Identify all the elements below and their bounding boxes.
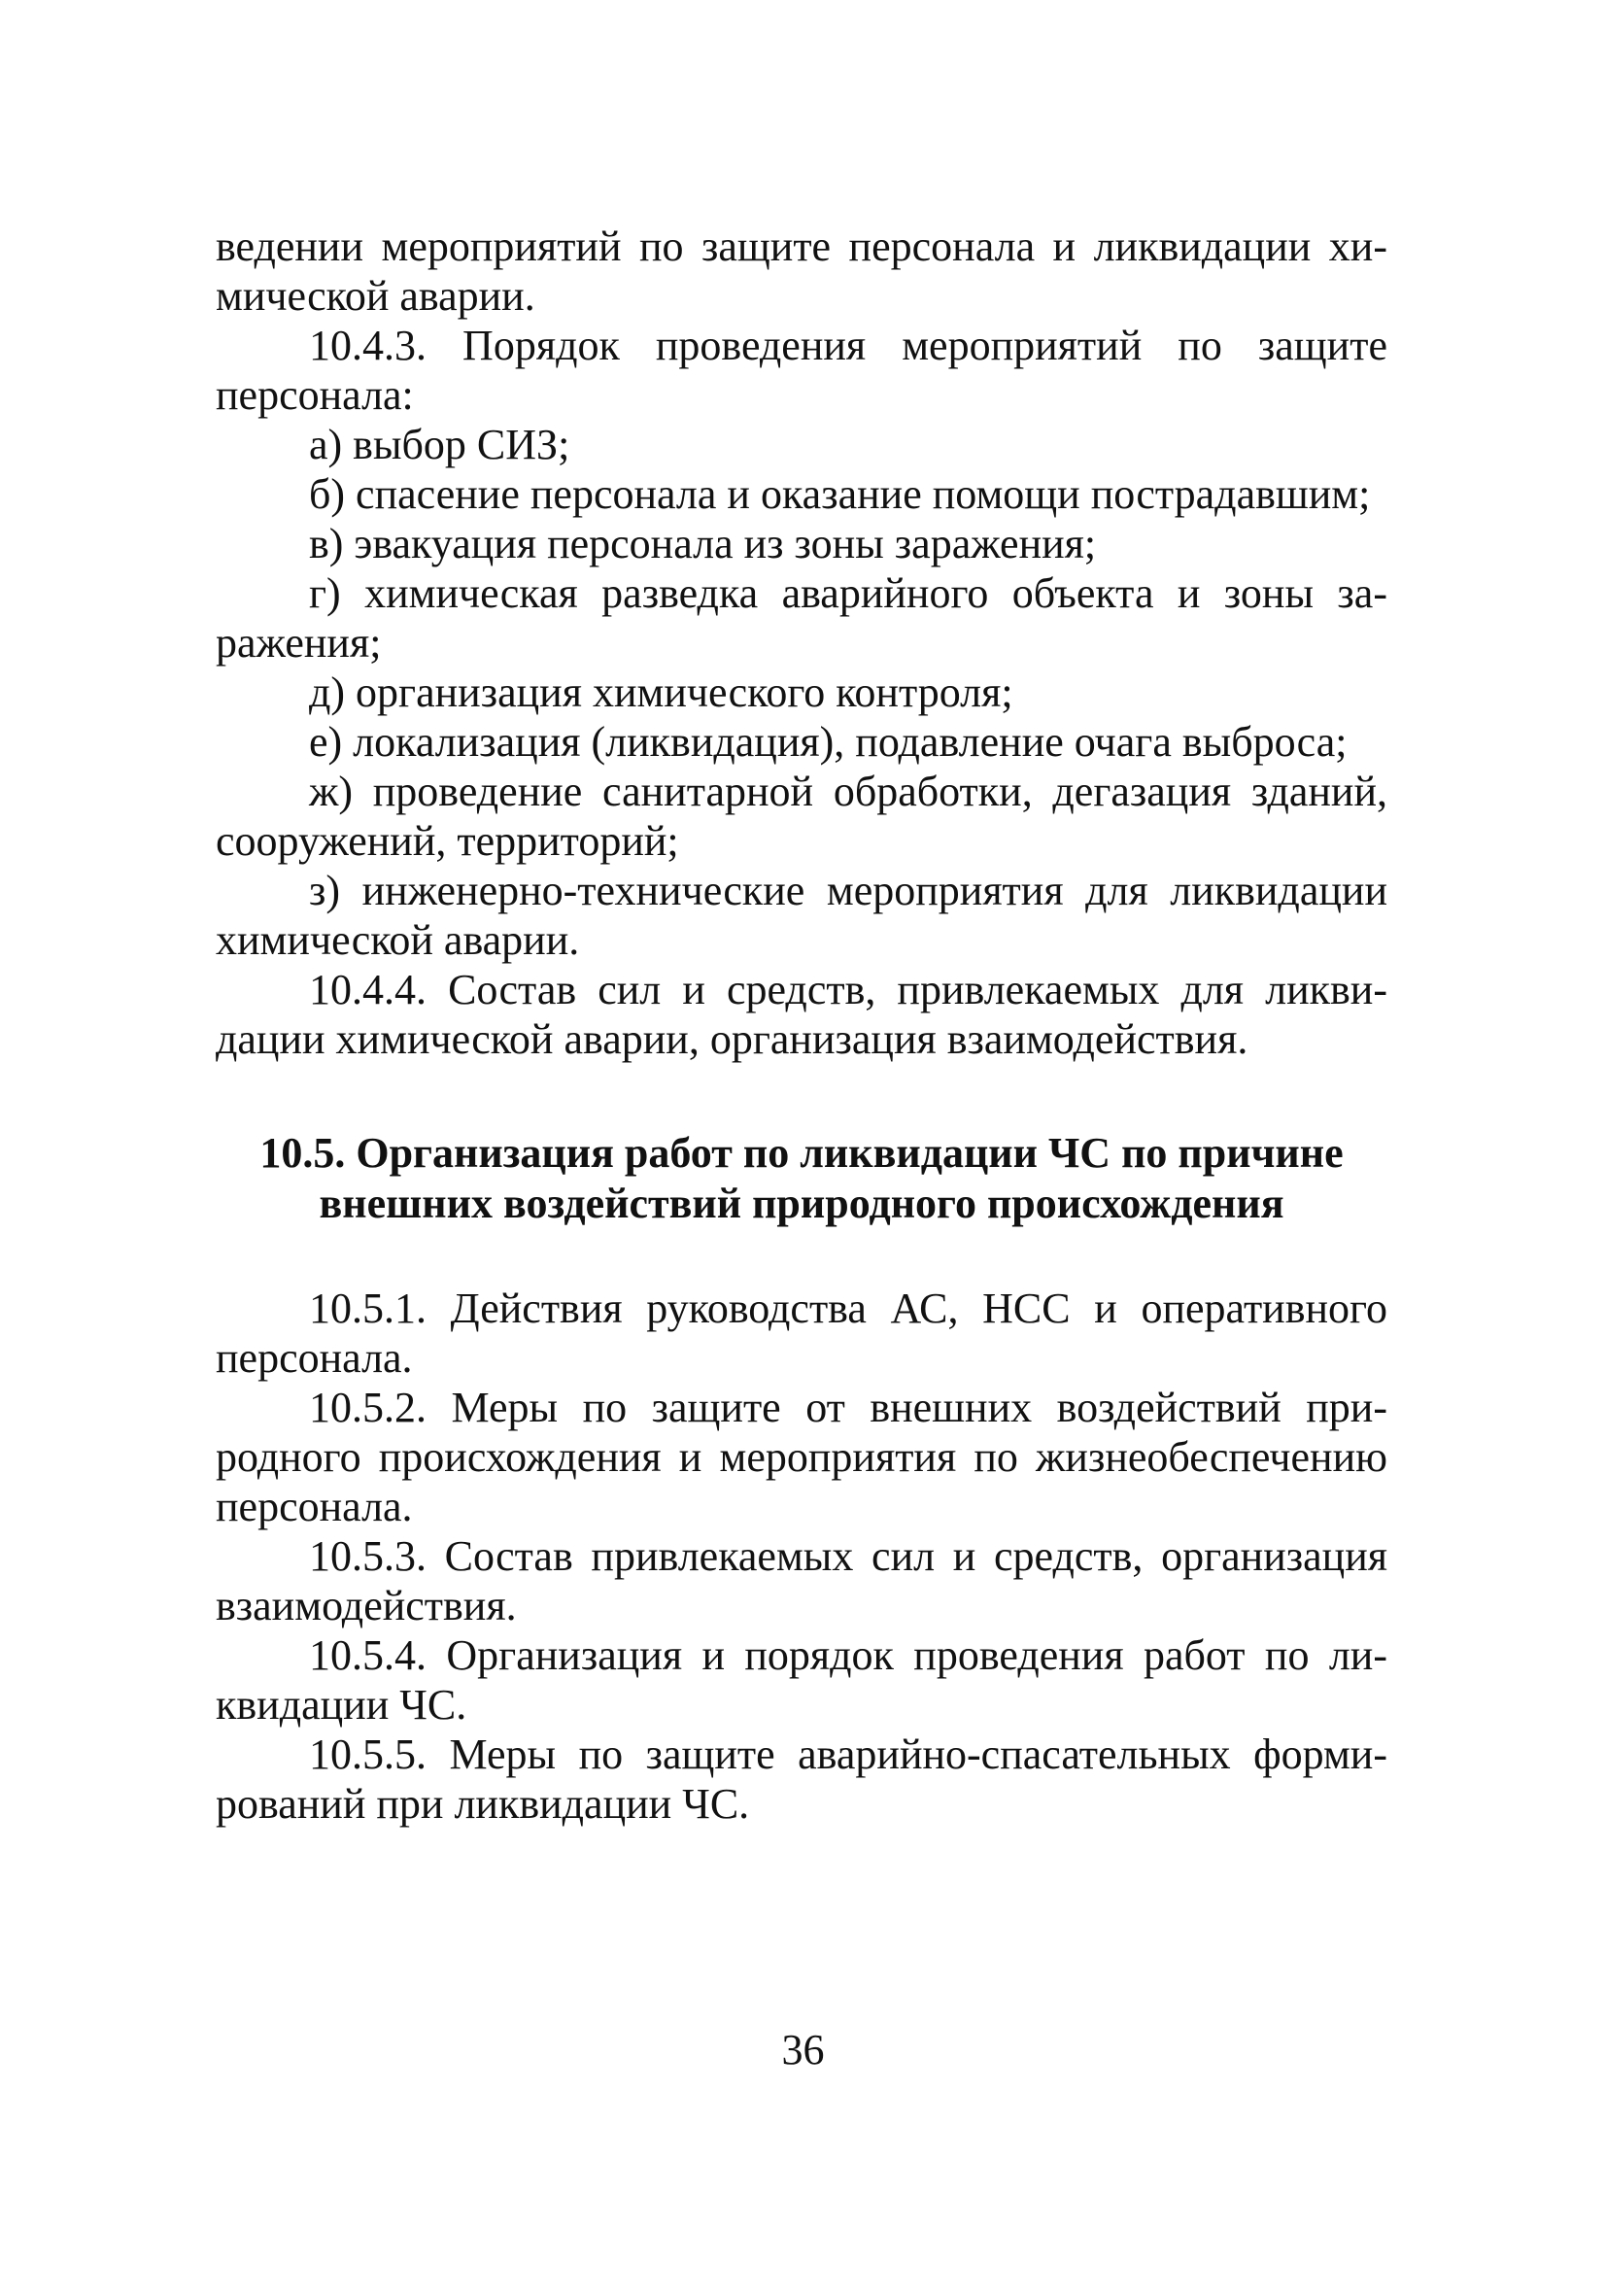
section-heading-line-2: внешних воздействий природного происхождения bbox=[319, 1180, 1284, 1227]
paragraph: г) химическая разведка аварийного объекта и зоны заражения; bbox=[216, 569, 1387, 667]
paragraph: д) организация химического контроля; bbox=[309, 668, 1013, 716]
paragraph: 10.4.3. Порядок проведения мероприятий по защите персонала: bbox=[216, 322, 1387, 419]
paragraph: е) локализация (ликвидация), подавление очага выброса; bbox=[309, 718, 1348, 766]
section-heading bbox=[216, 1128, 1387, 1229]
paragraph: 10.5.3. Состав привлекаемых сил и средств, организация взаимодействия. bbox=[216, 1532, 1387, 1629]
top-paragraphs bbox=[216, 222, 1387, 1064]
section-heading-line-1: 10.5. Организация работ по ликвидации ЧС по причине bbox=[259, 1129, 1344, 1177]
paragraph: 10.5.5. Меры по защите аварийно-спасательных формирований при ликвидации ЧС. bbox=[216, 1731, 1387, 1828]
paragraph: ж) проведение санитарной обработки, дегазация зданий, сооружений, территорий; bbox=[216, 768, 1387, 865]
paragraph: з) инженерно-технические мероприятия для ликвидации химической аварии. bbox=[216, 867, 1387, 964]
page-number: 36 bbox=[781, 2026, 825, 2073]
paragraph: б) спасение персонала и оказание помощи пострадавшим; bbox=[309, 470, 1371, 518]
page-body bbox=[216, 222, 1387, 1829]
paragraph: 10.5.1. Действия руководства АС, НСС и оперативного персонала. bbox=[216, 1285, 1387, 1382]
paragraph: ведении мероприятий по защите персонала и ликвидации химической аварии. bbox=[216, 223, 1387, 320]
paragraph: 10.5.4. Организация и порядок проведения работ по ликвидации ЧС. bbox=[216, 1631, 1387, 1729]
bottom-paragraphs bbox=[216, 1284, 1387, 1829]
paragraph: в) эвакуация персонала из зоны заражения; bbox=[309, 520, 1097, 567]
paragraph: а) выбор СИЗ; bbox=[309, 421, 570, 468]
paragraph: 10.4.4. Состав сил и средств, привлекаемых для ликвидации химической аварии, организация взаимодействия. bbox=[216, 966, 1387, 1063]
paragraph: 10.5.2. Меры по защите от внешних воздействий природного происхождения и мероприятия по жизнеобеспечению персонала. bbox=[216, 1384, 1387, 1530]
